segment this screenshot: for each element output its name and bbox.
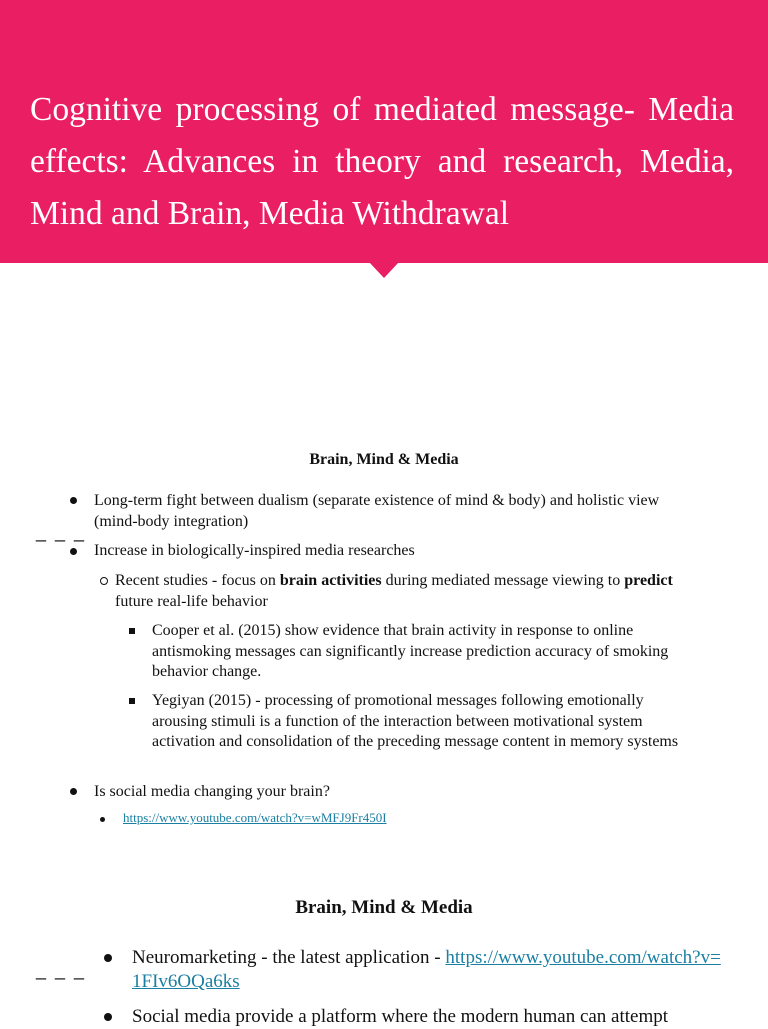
- video-link[interactable]: https://www.youtube.com/watch?v=1FIv6OQa6ks: [132, 947, 721, 992]
- text-run: Recent studies - focus on: [115, 572, 280, 589]
- list-item: Is social media changing your brain?: [94, 783, 330, 800]
- emphasis-text: predict: [624, 572, 673, 589]
- section-heading: Brain, Mind & Media: [295, 897, 473, 918]
- emphasis-text: brain activities: [279, 572, 382, 589]
- list-item-subsub: Cooper et al. (2015) show evidence that brain activity in response to online antismoking messages can significantly increase prediction accuracy of smoking behavior change.: [152, 622, 669, 680]
- list-item: Increase in biologically-inspired media researches: [94, 542, 415, 559]
- bullet-icon: [104, 1013, 112, 1021]
- banner-pointer: [369, 262, 399, 278]
- list-item-sub: [115, 571, 695, 612]
- video-link[interactable]: https://www.youtube.com/watch?v=wMFJ9Fr450I: [123, 810, 387, 825]
- text-run: during mediated message viewing to: [381, 572, 625, 589]
- section-heading: Brain, Mind & Media: [309, 451, 459, 468]
- bullet-icon: [70, 788, 77, 795]
- title-banner: [0, 0, 768, 263]
- circle-bullet-icon: [100, 577, 108, 585]
- page-title: Cognitive processing of mediated message- Media effects: Advances in theory and research, Media, Mind and Brain, Media Withdrawal: [30, 91, 734, 232]
- text-run: future real-life behavior: [115, 592, 268, 610]
- bullet-icon: [70, 497, 77, 504]
- list-item: Social media provide a platform where the modern human can attempt: [132, 1006, 669, 1027]
- list-item: Long-term fight between dualism (separate existence of mind & body) and holistic view (mind-body integration): [94, 492, 660, 530]
- bullet-icon: [70, 548, 77, 555]
- list-item: [132, 946, 722, 994]
- square-bullet-icon: [129, 698, 135, 704]
- section-marker: _ _ _: [36, 522, 87, 542]
- bullet-icon: [104, 954, 112, 962]
- square-bullet-icon: [129, 628, 135, 634]
- bullet-icon: [100, 817, 105, 822]
- section-marker: _ _ _: [36, 960, 87, 980]
- text-run: Neuromarketing - the latest application -: [132, 947, 446, 968]
- list-item-subsub: Yegiyan (2015) - processing of promotional messages following emotionally arousing stimuli is a function of the interaction between motivational system activation and consolidation of the preceding message content in memory systems: [152, 692, 679, 750]
